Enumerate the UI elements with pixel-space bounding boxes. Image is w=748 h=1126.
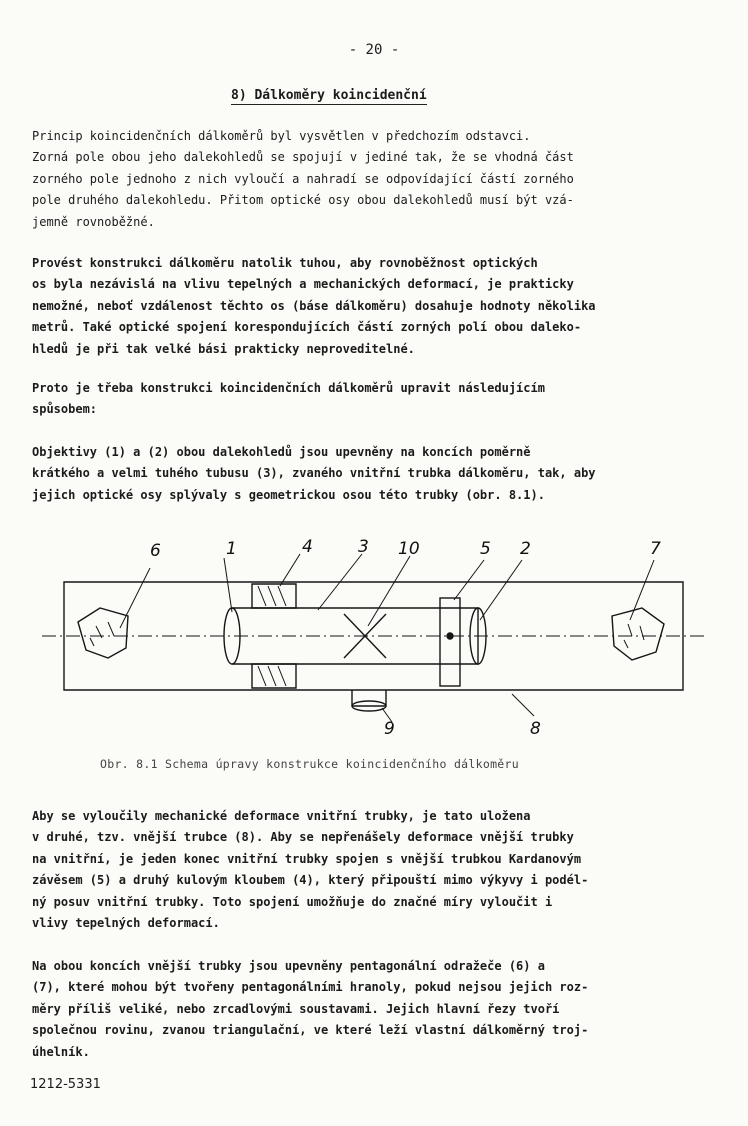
label-4: 4 — [302, 537, 313, 557]
reflector-7 — [612, 608, 664, 660]
label-10: 10 — [398, 539, 420, 559]
paragraph-construction: Provést konstrukci dálkoměru natolik tuhou, aby rovnoběžnost optických os byla nezávislá na vlivu tepelných a mechanických deformací, je prakticky nemožné, neboť vzdálenost těchto os (báse dálkoměru) dosahuje hodnoty několika metrů. Také optické spojení korespondujících částí zorných polí obou daleko- hledů je při tak velké bási prakticky neproveditelné. — [32, 256, 596, 356]
cardan-joint-5 — [440, 598, 460, 686]
label-6: 6 — [150, 541, 161, 561]
label-7: 7 — [650, 539, 661, 559]
rangefinder-schematic-figure — [0, 530, 748, 752]
label-3: 3 — [358, 537, 369, 557]
footer-code: 1212-5331 — [30, 1077, 101, 1092]
connector-stub-9 — [352, 690, 386, 706]
reflector-6 — [78, 608, 128, 658]
label-8: 8 — [530, 719, 541, 739]
paragraph-therefore: Proto je třeba konstrukci koincidenčních dálkoměrů upravit následujícím spůsobem: — [32, 381, 545, 417]
label-9: 9 — [384, 719, 395, 739]
paragraph-deformations: Aby se vyloučily mechanické deformace vnitřní trubky, je tato uložena v druhé, tzv. vnější trubce (8). Aby se nepřenášely deformace vnější trubky na vnitřní, je jeden konec vnitřní trubky spojen s vnější trubkou Kardanovým závěsem (5) a druhý kulovým kloubem (4), který připouští mimo výkyvy i podél- ný posuv vnitřní trubky. Toto spojení umožňuje do značné míry vyloučit i vlivy tepelných deformací. — [32, 809, 589, 931]
page-number: - 20 - — [348, 42, 400, 58]
section-heading: 8) Dálkoměry koincidenční — [231, 88, 427, 103]
label-1: 1 — [226, 539, 237, 559]
paragraph-objectives: Objektivy (1) a (2) obou dalekohledů jsou upevněny na koncích poměrně krátkého a velmi tuhého tubusu (3), zvaného vnitřní trubka dálkoměru, tak, aby jejich optické osy splývaly s geometrickou osou této trubky (obr. 8.1). — [32, 445, 596, 502]
figure-caption: Obr. 8.1 Schema úpravy konstrukce koincidenčního dálkoměru — [100, 757, 519, 771]
paragraph-principle: Princip koincidenčních dálkoměrů byl vysvětlen v předchozím odstavci. Zorná pole obou jeho dalekohledů se spojují v jediné tak, že se vhodná část zorného pole jednoho z nich vyloučí a nahradí se odpovídající částí zorného pole druhého dalekohledu. Přitom optické osy obou dalekohledů musí být vzá- jemně rovnoběžné. — [32, 129, 574, 229]
paragraph-reflectors: Na obou koncích vnější trubky jsou upevněny pentagonální odražeče (6) a (7), které mohou být tvořeny pentagonálními hranoly, pokud nejsou jejich roz- měry příliš veliké, nebo zrcadlovými soustavami. Jejich hlavní řezy tvoří společnou rovinu, zvanou triangulační, ve které leží vlastní dálkoměrný troj- úhelník. — [32, 959, 589, 1059]
label-2: 2 — [520, 539, 531, 559]
label-5: 5 — [480, 539, 491, 559]
